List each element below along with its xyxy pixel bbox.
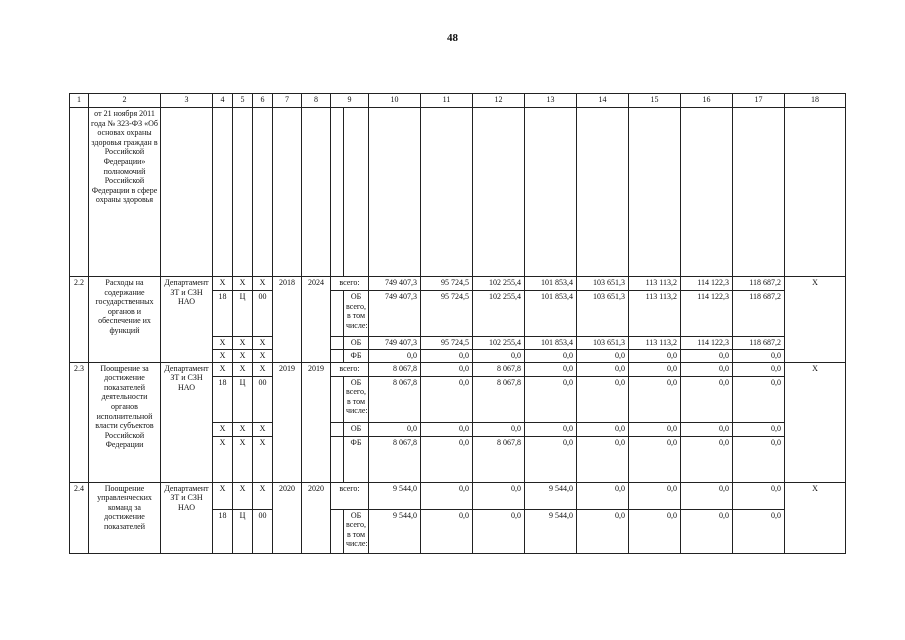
code-c5: X [233,337,253,350]
year-end: 2020 [302,482,331,553]
row-number: 2.2 [70,277,89,363]
row-name: Поощрение за достижение показателей деятельности органов исполнительной власти субъектов Российской Федерации [89,362,161,482]
amount-cell: 0,0 [577,376,629,422]
cont-empty [733,108,785,277]
amount-cell: 0,0 [733,422,785,436]
header-col-1: 1 [70,94,89,108]
amount-cell: 0,0 [577,482,629,509]
amount-cell: 0,0 [733,350,785,363]
code-c4: 18 [213,291,233,337]
amount-cell: 8 067,8 [369,362,421,376]
page-number: 48 [447,32,458,44]
code-c4: X [213,277,233,291]
code-c4: 18 [213,376,233,422]
amount-cell: 749 407,3 [369,291,421,337]
source-label-main: ОБ [350,292,362,301]
year-start: 2020 [273,482,302,553]
code-c4: X [213,436,233,482]
amount-cell: 0,0 [733,482,785,509]
code-c5: Ц [233,509,253,553]
code-c6: 00 [253,509,273,553]
header-col-10: 10 [369,94,421,108]
amount-cell: 0,0 [577,436,629,482]
cont-empty [302,108,331,277]
code-c5: X [233,436,253,482]
source-label: ОБ [344,422,369,436]
source-label: всего: [331,277,369,291]
amount-cell: 103 651,3 [577,277,629,291]
row-department: Департамент ЗТ и СЗН НАО [161,362,213,482]
code-c4: 18 [213,509,233,553]
amount-cell: 0,0 [525,436,577,482]
source-label-main: ОБ [350,510,362,520]
amount-cell: 0,0 [629,436,681,482]
row-name: Поощрение управленческих команд за достижение показателей [89,482,161,553]
year-start: 2018 [273,277,302,363]
source-label: всего: [331,362,369,376]
year-start: 2019 [273,362,302,482]
indent-cell [331,337,344,350]
code-c6: X [253,277,273,291]
row-mark: X [785,362,846,482]
table-row [70,362,846,376]
cont-empty [344,108,369,277]
amount-cell: 0,0 [421,422,473,436]
amount-cell: 0,0 [421,482,473,509]
cont-empty [233,108,253,277]
year-end: 2024 [302,277,331,363]
header-col-13: 13 [525,94,577,108]
code-c6: X [253,350,273,363]
header-col-12: 12 [473,94,525,108]
amount-cell: 0,0 [577,350,629,363]
amount-cell: 0,0 [473,422,525,436]
cont-empty [161,108,213,277]
cont-empty [525,108,577,277]
source-label-sub: всего, в том числе: [346,387,368,416]
amount-cell: 0,0 [681,436,733,482]
header-col-4: 4 [213,94,233,108]
code-c4: X [213,362,233,376]
amount-cell: 102 255,4 [473,337,525,350]
amount-cell: 0,0 [733,436,785,482]
amount-cell: 0,0 [525,350,577,363]
amount-cell: 0,0 [369,422,421,436]
amount-cell: 101 853,4 [525,277,577,291]
amount-cell: 0,0 [629,350,681,363]
amount-cell: 8 067,8 [473,362,525,376]
amount-cell: 0,0 [577,362,629,376]
indent-cell [331,376,344,422]
amount-cell: 0,0 [733,509,785,553]
header-col-9: 9 [331,94,369,108]
source-label-sub: всего, в том числе: [346,301,368,330]
cont-empty [213,108,233,277]
amount-cell: 8 067,8 [369,376,421,422]
indent-cell [331,422,344,436]
amount-cell: 8 067,8 [473,376,525,422]
cont-empty [369,108,421,277]
row-department: Департамент ЗТ и СЗН НАО [161,277,213,363]
amount-cell: 0,0 [525,422,577,436]
amount-cell: 0,0 [421,376,473,422]
code-c4: X [213,482,233,509]
amount-cell: 95 724,5 [421,291,473,337]
indent-cell [331,509,344,553]
amount-cell: 0,0 [421,350,473,363]
code-c5: X [233,350,253,363]
indent-cell [331,291,344,337]
amount-cell: 114 122,3 [681,337,733,350]
code-c6: X [253,436,273,482]
code-c6: X [253,422,273,436]
cont-empty [331,108,344,277]
amount-cell: 749 407,3 [369,277,421,291]
cont-num [70,108,89,277]
continuation-row [70,108,846,277]
code-c6: 00 [253,376,273,422]
header-col-6: 6 [253,94,273,108]
source-label: ФБ [344,436,369,482]
amount-cell: 0,0 [421,509,473,553]
amount-cell: 0,0 [681,376,733,422]
amount-cell: 0,0 [629,362,681,376]
amount-cell: 0,0 [629,376,681,422]
row-mark: X [785,482,846,553]
amount-cell: 0,0 [681,509,733,553]
code-c5: Ц [233,376,253,422]
source-label: ОБ [344,337,369,350]
amount-cell: 101 853,4 [525,291,577,337]
cont-empty [273,108,302,277]
code-c6: X [253,482,273,509]
amount-cell: 0,0 [577,422,629,436]
code-c5: X [233,277,253,291]
amount-cell: 103 651,3 [577,337,629,350]
code-c5: Ц [233,291,253,337]
code-c6: X [253,362,273,376]
amount-cell: 114 122,3 [681,277,733,291]
amount-cell: 0,0 [629,422,681,436]
amount-cell: 0,0 [681,350,733,363]
header-col-11: 11 [421,94,473,108]
amount-cell: 9 544,0 [369,482,421,509]
header-col-18: 18 [785,94,846,108]
amount-cell: 0,0 [421,436,473,482]
code-c5: X [233,362,253,376]
header-col-17: 17 [733,94,785,108]
amount-cell: 101 853,4 [525,337,577,350]
cont-empty [421,108,473,277]
amount-cell: 95 724,5 [421,277,473,291]
amount-cell: 0,0 [369,350,421,363]
code-c6: 00 [253,291,273,337]
amount-cell: 118 687,2 [733,277,785,291]
amount-cell: 0,0 [525,376,577,422]
amount-cell: 0,0 [681,362,733,376]
code-c5: X [233,482,253,509]
row-name: Расходы на содержание государственных органов и обеспечение их функций [89,277,161,363]
indent-cell [331,436,344,482]
row-department: Департамент ЗТ и СЗН НАО [161,482,213,553]
amount-cell: 0,0 [473,509,525,553]
code-c4: X [213,337,233,350]
amount-cell: 103 651,3 [577,291,629,337]
indent-cell [331,350,344,363]
source-label [344,376,369,422]
source-label-main: ОБ [350,377,362,387]
amount-cell: 0,0 [577,509,629,553]
source-label: ФБ [344,350,369,363]
header-col-3: 3 [161,94,213,108]
amount-cell: 9 544,0 [525,482,577,509]
code-c4: X [213,422,233,436]
amount-cell: 8 067,8 [369,436,421,482]
budget-table [69,93,846,554]
amount-cell: 9 544,0 [369,509,421,553]
amount-cell: 0,0 [473,350,525,363]
amount-cell: 0,0 [473,482,525,509]
amount-cell: 95 724,5 [421,337,473,350]
table-row [70,277,846,291]
header-row [70,94,846,108]
cont-empty [577,108,629,277]
row-mark: X [785,277,846,363]
cont-text: от 21 ноября 2011 года № 323-ФЗ «Об основах охраны здоровья граждан в Российской Федерации» полномочий Российской Федерации в сфере охраны здоровья [89,108,161,277]
amount-cell: 0,0 [629,482,681,509]
amount-cell: 0,0 [525,362,577,376]
amount-cell: 113 113,2 [629,277,681,291]
header-col-8: 8 [302,94,331,108]
amount-cell: 114 122,3 [681,291,733,337]
amount-cell: 0,0 [681,422,733,436]
amount-cell: 102 255,4 [473,277,525,291]
source-label [344,291,369,337]
amount-cell: 0,0 [421,362,473,376]
header-col-14: 14 [577,94,629,108]
year-end: 2019 [302,362,331,482]
code-c6: X [253,337,273,350]
amount-cell: 0,0 [733,376,785,422]
row-number: 2.4 [70,482,89,553]
amount-cell: 118 687,2 [733,337,785,350]
amount-cell: 8 067,8 [473,436,525,482]
cont-empty [785,108,846,277]
amount-cell: 749 407,3 [369,337,421,350]
header-col-7: 7 [273,94,302,108]
cont-empty [629,108,681,277]
amount-cell: 0,0 [629,509,681,553]
amount-cell: 118 687,2 [733,291,785,337]
header-col-15: 15 [629,94,681,108]
amount-cell: 0,0 [733,362,785,376]
source-label [344,509,369,553]
amount-cell: 9 544,0 [525,509,577,553]
amount-cell: 102 255,4 [473,291,525,337]
source-label-sub: всего, в том числе: [346,520,368,549]
header-col-5: 5 [233,94,253,108]
code-c5: X [233,422,253,436]
source-label: всего: [331,482,369,509]
cont-empty [681,108,733,277]
cont-empty [253,108,273,277]
amount-cell: 113 113,2 [629,291,681,337]
table-row [70,482,846,509]
header-col-16: 16 [681,94,733,108]
code-c4: X [213,350,233,363]
row-number: 2.3 [70,362,89,482]
header-col-2: 2 [89,94,161,108]
cont-empty [473,108,525,277]
amount-cell: 113 113,2 [629,337,681,350]
amount-cell: 0,0 [681,482,733,509]
